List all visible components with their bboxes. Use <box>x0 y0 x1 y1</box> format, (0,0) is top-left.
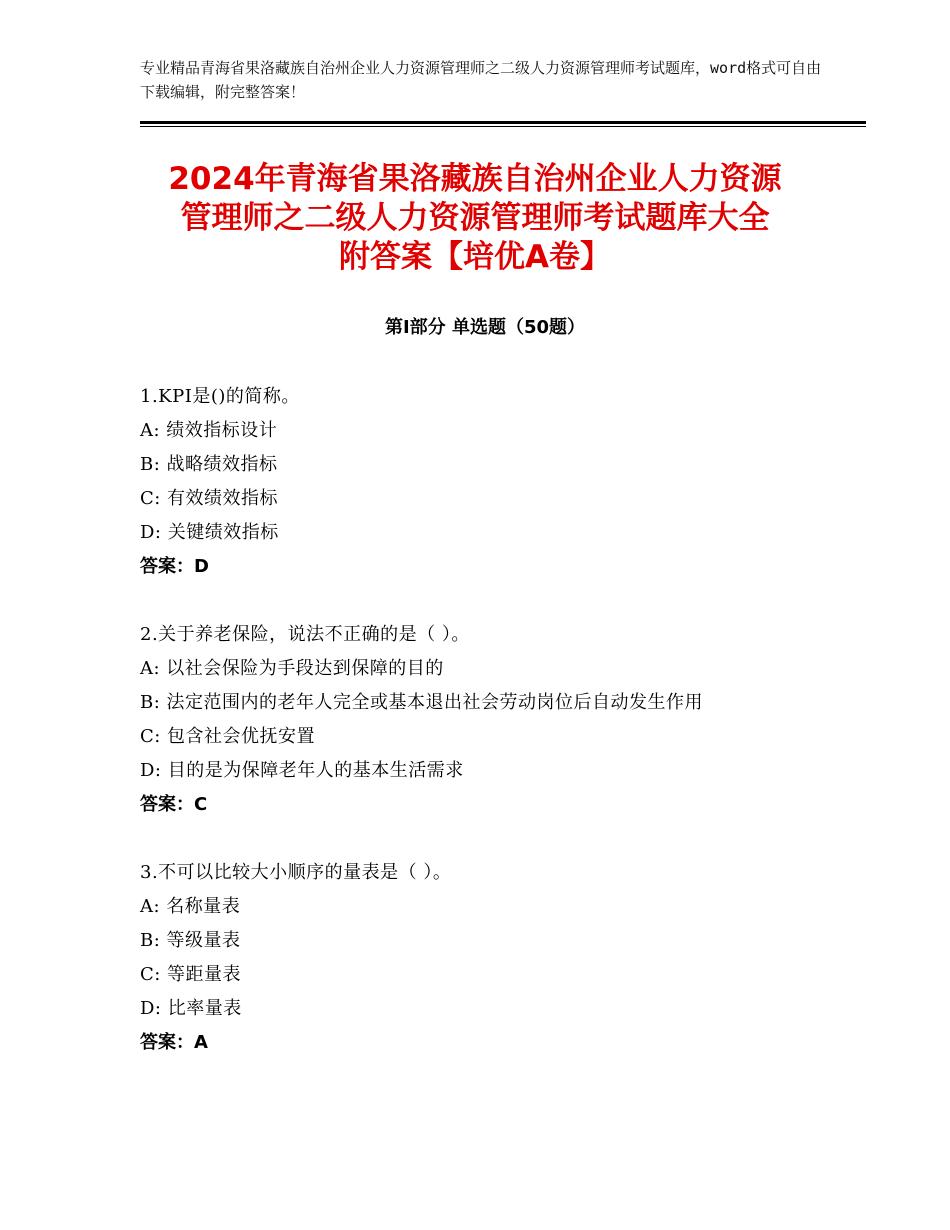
header-note: 专业精品青海省果洛藏族自治州企业人力资源管理师之二级人力资源管理师考试题库，word格式可自由下载编辑，附完整答案！ <box>140 59 822 101</box>
question-1 <box>140 380 830 584</box>
title-line-1: 2024年青海省果洛藏族自治州企业人力资源 <box>168 161 782 197</box>
option-a: A: 以社会保险为手段达到保障的目的 <box>140 658 444 679</box>
option-d: D: 比率量表 <box>140 998 242 1019</box>
question-stem: 3.不可以比较大小顺序的量表是（ ）。 <box>140 862 452 883</box>
question-3 <box>140 856 830 1060</box>
option-a: A: 名称量表 <box>140 896 241 917</box>
header-rule-thin <box>140 126 866 127</box>
section-title: 第Ⅰ部分 单选题（50题） <box>384 317 585 338</box>
option-b: B: 法定范围内的老年人完全或基本退出社会劳动岗位后自动发生作用 <box>140 692 704 713</box>
title-line-2: 管理师之二级人力资源管理师考试题库大全 <box>180 200 770 236</box>
option-a: A: 绩效指标设计 <box>140 420 278 441</box>
title-line-3: 附答案【培优A卷】 <box>339 239 611 275</box>
question-2 <box>140 618 830 822</box>
option-c: C: 有效绩效指标 <box>140 488 279 509</box>
option-d: D: 目的是为保障老年人的基本生活需求 <box>140 760 464 781</box>
option-c: C: 包含社会优抚安置 <box>140 726 316 747</box>
header-rule-thick <box>140 121 866 124</box>
answer: 答案：D <box>140 556 209 577</box>
option-d: D: 关键绩效指标 <box>140 522 279 543</box>
document-title <box>130 160 820 277</box>
option-b: B: 战略绩效指标 <box>140 454 278 475</box>
question-stem: 2.关于养老保险，说法不正确的是（ ）。 <box>140 624 470 645</box>
question-stem: 1.KPI是()的简称。 <box>140 386 300 407</box>
option-c: C: 等距量表 <box>140 964 242 985</box>
option-b: B: 等级量表 <box>140 930 241 951</box>
question-list <box>140 380 830 1094</box>
answer: 答案：C <box>140 794 208 815</box>
answer: 答案：A <box>140 1032 208 1053</box>
